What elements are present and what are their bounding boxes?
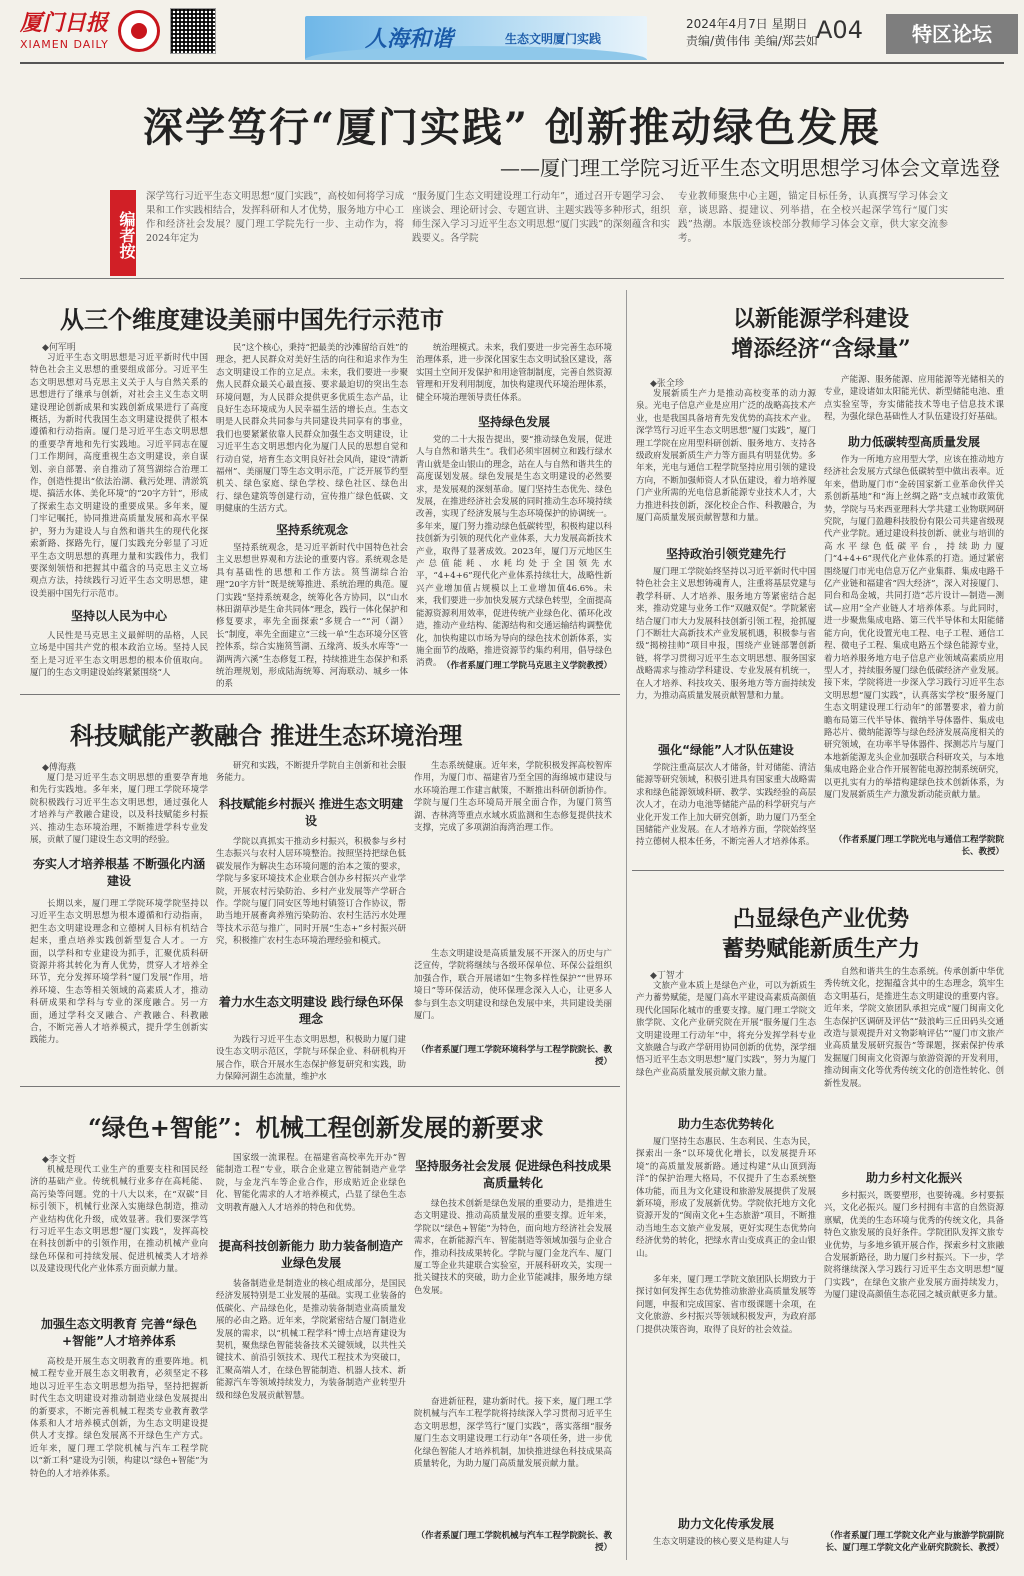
newspaper-logo-english: XIAMEN DAILY xyxy=(20,38,109,51)
article5-byline: ◆李文哲 xyxy=(42,1155,76,1165)
editor-note-col2: “服务厦门生态文明建设理工行动年”，通过召开专题学习会、座谈会、理论研讨会、专题宣讲、主题实践等多种形式，组织师生深入学习习近平生态文明思想“厦门实践”的深刻蕴含和实践要义。各学院 xyxy=(412,191,670,244)
page-number: A04 xyxy=(816,16,863,44)
article2-col2b-text: 作为一所地方应用型大学，应该在推动地方经济社会发展方式绿色低碳转型中做出表率。近年来，借助厦门市“金砖国家新工业革命伙伴关系创新基地”和“海上丝绸之路”支点城市政策优势，学院与马来西亚理科大学共建工业物联网研究院，与厦门盈趣科技股份有限公司共建省级现代产业学院。通过建设科技创新、就业与培训的高水平绿色低碳平台，持续助力厦门“4+4+6”现代化产业体系的打造。通过紧密围绕厦门市光电信息万亿产业集群、集成电路千亿产业链和福建省“四大经济”，深入对接厦门、同台和岛金城，共同打造“芯片设计—制造—测试—应用”全产业链人才培养体系。与此同时，进一步聚焦集成电路、第三代半导体和太阳能储能方向，优化设置光电工程、电子工程、通信工程、微电子工程、集成电路五个绿色能源专业，着力培养服务地方电子信息产业领域高素质应用型人才，持续服务厦门绿色低碳经济产业发展。接下来，学院将进一步深入学习践行习近平生态文明思想“厦门实践”，认真落实学校“服务厦门生态文明建设理工行动年”的部署要求，着力前瞻布局第三代半导体、微纳半导体器件、集成电路芯片、微纳能源等与绿色经济发展高度相关的研究领域，在功率半导体器件、探测芯片与厦门本地新能源龙头企业加强联合科研攻关，与本地集成电路企业合作开展智能电源控制系统研究，以更扎实有力的举措构建绿色技术创新体系，为厦门发展新质生产力激发新动能贡献力量。 xyxy=(824,455,1004,800)
article5-col2b-text: 装备制造业是制造业的核心组成部分，是国民经济发展特别是工业发展的基础。实现工业装备的低碳化、产品绿色化，是推动装备制造业高质量发展的必由之路。近年来，学院紧密结合厦门制造业发展的需求，以“机械工程学科”博士点培育建设为契机，聚焦绿色智能装备技术关键领域，以共性关键技术、前沿引领技术、现代工程技术为突破口，汇聚高端人才，在绿色智能制造、机器人技术、新能源汽车等领域持续发力，为装备制造产业转型升级和绿色发展贡献智慧。 xyxy=(216,1279,406,1401)
article4-title-line2: 蓄势赋能新质生产力 xyxy=(721,936,920,962)
article4-col1 xyxy=(636,980,816,1110)
article5-col1 xyxy=(30,1164,208,1310)
article3-col2b xyxy=(216,836,406,984)
article2-col1b-text: 厦门理工学院始终坚持以习近平新时代中国特色社会主义思想铸魂育人，注重将基层党建与教学科研、人才培养、服务地方等紧密结合起来，推动党建与业务工作“双融双促”。学院紧密结合厦门市大力发展科技创新引领工程，抢抓厦门不断壮大高新技术产业发展机遇，积极参与省级“揭榜挂帅”项目申报，围绕产业链部署创新链，将学习贯彻习近平生态文明思想、服务国家战略需求与推动学科建设、专业发展有机统一，在人才培养、科技攻关、服务地方等方面持续发力，为推动高质量发展贡献智慧和力量。 xyxy=(636,567,816,702)
article4-sub3: 助力文化传承发展 xyxy=(677,1517,774,1531)
page-subheadline: ——厦门理工学院习近平生态文明思想学习体会文章选登 xyxy=(500,156,1000,180)
article5-col3b xyxy=(414,1396,612,1524)
article4-sub1: 助力生态优势转化 xyxy=(677,1117,774,1131)
article5-sub3: 坚持服务社会发展 促进绿色科技成果高质量转化 xyxy=(414,1159,612,1190)
divider xyxy=(20,1086,620,1087)
article1-sub2: 坚持系统观念 xyxy=(275,523,348,537)
seal-icon xyxy=(118,10,160,52)
article3-col3b xyxy=(414,948,612,1038)
article3-title: 科技赋能产教融合 推进生态环境治理 xyxy=(70,721,463,750)
dateline xyxy=(686,16,818,50)
qr-code-icon[interactable] xyxy=(170,8,216,54)
article3-col2 xyxy=(216,760,406,786)
article1-col1b-text: 人民性是马克思主义最鲜明的品格，人民立场是中国共产党的根本政治立场。坚持人民至上是习近平生态文明思想的根本价值取向。厦门的生态文明建设始终紧紧围绕“人 xyxy=(30,631,208,679)
article2-sub1: 坚持政治引领党建先行 xyxy=(665,547,786,561)
article1-col1 xyxy=(30,352,208,602)
article1-col2-text: 民”这个核心，秉持“把最美的沙滩留给百姓”的理念，把人民群众对美好生活的向往和追求作为生态文明建设工作的立足点。未来，我们要进一步聚焦人民群众最关心最直接、要求最迫切的突出生态环境问题，为人民群众提供更多优质生态产品，让良好生态环境成为人民幸福生活的增长点。生态文明是人民群众共同参与共同建设共同享有的事业，我们也要紧紧依靠人民群众加强生态文明建设，让习近平生态文明思想内化为厦门人民的思想自觉和行动自觉，培育生态文明良好社会风尚，建设“清新福州”、美丽厦门等生态文明示范，广泛开展节约型机关、绿色家庭、绿色学校、绿色社区、绿色出行、绿色建筑等创建行动，宣传推广绿色低碳、文明健康的生活方式。 xyxy=(216,343,408,515)
article5-title: “绿色+智能”：机械工程创新发展的新要求 xyxy=(88,1113,544,1142)
article5-author-note: （作者系厦门理工学院机械与汽车工程学院院长、教授） xyxy=(416,1531,612,1553)
article4-col2b-text: 乡村振兴，既要塑形，也要铸魂。乡村要振兴，文化必振兴。厦门乡村拥有丰富的自然资源禀赋，优美的生态环境与优秀的传统文化，具备特色文旅发展的良好条件。学院团队发挥文旅专业优势，与多地乡镇开展合作，探索乡村文旅融合发展新路径，助力厦门乡村振兴。下一步，学院将继续深入学习践行习近平生态文明思想“厦门实践”，在绿色文旅产业发展方面持续发力，为厦门建设高颜值生态花园之城贡献更多力量。 xyxy=(824,1191,1004,1301)
issue-date: 2024年4月7日 星期日 xyxy=(686,17,808,31)
article2-col2 xyxy=(824,374,1004,424)
banner-hills-icon xyxy=(305,46,647,60)
article4-col1d-text: 生态文明建设的核心要义是构建人与 xyxy=(653,1537,790,1547)
page-headline: 深学笃行“厦门实践” 创新推动绿色发展 xyxy=(143,104,881,151)
article1-col3b-text: 党的二十大报告提出，要“推动绿色发展，促进人与自然和谐共生”。我们必须牢固树立和践行绿水青山就是金山银山的理念，站在人与自然和谐共生的高度谋划发展。绿色发展是生态文明建设的必然要求，是发展观的深刻革命。厦门坚持生态优先、绿色发展，在推进经济社会发展的同时推动生态环境持续改善，实现了经济发展与生态环境保护的协调统一。多年来，厦门努力推动绿色低碳转型，积极构建以科技创新为引领的现代化产业体系，大力发展高新技术产业，取得了显著成效。2023年，厦门万元地区生产总值能耗、水耗均处于全国领先水平，“4+4+6”现代化产业体系持续壮大，战略性新兴产业增加值占规模以上工业增加值46.6%。未来，我们要进一步加快发展方式绿色转型，全面提高能源资源利用效率，促进传统产业绿色化、循环化改造，推动产业结构、能源结构和交通运输结构调整优化，加快构建以市场为导向的绿色技术创新体系，实施全面节约战略，推进资源节约集约利用，倡导绿色消费。 xyxy=(416,435,612,669)
masthead-rule xyxy=(20,62,1004,64)
article2-title-line1: 以新能源学科建设 xyxy=(732,306,909,332)
article4-col1c xyxy=(636,1274,816,1512)
article4-col1c-text: 多年来，厦门理工学院文旅团队长期致力于探讨如何发挥生态优势推动旅游业高质量发展等问题，申报和完成国家、省市级课题十余项，在文化旅游、乡村振兴等领域积极发声，为政府部门提供决策咨询，取得了良好的社会效益。 xyxy=(636,1275,816,1335)
article3-col2c xyxy=(216,1034,406,1083)
divider xyxy=(20,278,1004,279)
banner-main-text: 人海和谐 xyxy=(365,26,454,52)
article2-col2b xyxy=(824,454,1004,826)
article5-col1b-text: 高校是开展生态文明教育的重要阵地。机械工程专业开展生态文明教育，必须坚定不移地以习近平生态文明思想为指导，坚持把握新时代生态文明建设对推动制造业绿色发展提出的新要求，不断完善机械工程类专业教育教学体系和人才培养模式创新，为生态文明建设提供人才支撑。绿色发展离不开绿色生产方式。近年来，厦门理工学院机械与汽车工程学院以“新工科”建设为引领，构建以“绿色+智能”为特色的人才培养体系。 xyxy=(30,1357,208,1479)
article1-col2 xyxy=(216,342,408,522)
article2-col1c-text: 学院注重高层次人才储备，针对储能、清洁能源等研究领域，积极引进具有国家重大战略需求和绿色能源领域科研、教学、实践经验的高层次人才，在动力电池等储能产品的科学研究与产业化开发工作上加大研究创新，助力厦门乃至全国储能产业发展。在人才培养方面，学院始终坚持立德树人根本任务，不断完善人才培养体系。 xyxy=(636,763,816,848)
article1-col2b-text: 坚持系统观念，是习近平新时代中国特色社会主义思想世界观和方法论的重要内容。系统观念是具有基础性的思想和工作方法。筼筜湖综合治理“20字方针”既是统筹推进、系统治理的典范。厦门实践“坚持系统观念，统筹化各方协同，以“山水林田湖草沙是生命共同体”理念，践行一体化保护和修复要求，率先全面探索“多规合一”“河（湖）长”制度，率先全面建立“三线一单”生态环境分区管控体系，综合实施筼筜湖、五缘湾、坂头水库等“一湖两湾六溪”生态修复工程，持续推进生态保护和系统治理规划，形成陆海统筹、河海联动、城乡一体的系 xyxy=(216,543,408,690)
divider xyxy=(632,870,1004,871)
article4-title-line1: 凸显绿色产业优势 xyxy=(732,906,909,932)
article4-author-note: （作者系厦门理工学院文化产业与旅游学院副院长、厦门理工学院文化产业研究院院长、教授） xyxy=(825,1531,1004,1553)
divider xyxy=(20,694,620,695)
article5-col1b xyxy=(30,1356,208,1564)
article4-sub2: 助力乡村文化振兴 xyxy=(865,1171,962,1185)
article3-author-note: （作者系厦门理工学院环境科学与工程学院院长、教授） xyxy=(416,1045,612,1067)
article3-sub2: 科技赋能乡村振兴 推进生态文明建设 xyxy=(218,797,404,828)
article3-sub1: 夯实人才培养根基 不断强化内涵建设 xyxy=(32,857,206,888)
article1-col3 xyxy=(416,342,612,404)
article3-col1b xyxy=(30,898,208,1076)
article3-col3 xyxy=(414,760,612,946)
article3-col1b-text: 长期以来，厦门理工学院环境学院坚持以习近平生态文明思想为根本遵循和行动指南，把生态文明建设理念和立德树人目标有机结合起来，重点培养实践创新型复合人才。一方面，以学科和专业建设为抓手，汇聚优质科研资源并将其转化为育人优势，贯穿人才培养全环节，充分发挥环境学科“厦门发展”作用，培养环境、生态等相关领域的高素质人才，推动科研成果和学科与专业的深度融合。另一方面，通过学科交叉融合、产教融合、科教融合，不断完善人才培养模式，提升学生创新实践能力。 xyxy=(30,899,208,1046)
article3-sub3: 着力水生态文明建设 践行绿色环保理念 xyxy=(218,995,404,1026)
article4-col2b xyxy=(824,1190,1004,1524)
editor-note-col1: 深学笃行习近平生态文明思想“厦门实践”，高校如何将学习成果和工作实践相结合，发挥科研和人才优势，服务地方中心工作和经济社会发展？厦门理工学院先行一步、主动作为，将2024年定为 xyxy=(146,191,404,244)
page-editors: 责编/黄伟伟 美编/郑芸如 xyxy=(686,34,818,48)
article3-col2-text: 研究和实践，不断提升学院自主创新和社会服务能力。 xyxy=(216,761,406,784)
article1-author-note: （作者系厦门理工学院马克思主义学院教授） xyxy=(441,661,612,671)
column-divider xyxy=(626,290,627,1560)
banner-sub-text: 生态文明厦门实践 xyxy=(505,32,602,46)
article2-sub3: 助力低碳转型高质量发展 xyxy=(847,435,980,449)
article1-col3-text: 统治理模式。未来，我们要进一步完善生态环境治理体系，进一步深化国家生态文明试验区建设，落实国土空间开发保护和用途管制制度，完善自然资源管理和开发利用制度，加快构建现代环境治理体系，健全环境治理领导责任体系。 xyxy=(416,343,612,403)
article2-title-line2: 增添经济“含绿量” xyxy=(731,336,911,362)
article2-col1c xyxy=(636,762,816,862)
article3-col2c-text: 为践行习近平生态文明思想，积极助力厦门建设生态文明示范区，学院与环保企业、科研机构开展合作，联合开展水生态保护修复研究和实践，助力保障河湖生态流量，维护水 xyxy=(216,1035,406,1083)
article5-col2b xyxy=(216,1278,406,1562)
article1-col2b xyxy=(216,542,408,690)
article2-title xyxy=(636,304,1006,364)
article2-col1 xyxy=(636,388,816,538)
section-tab[interactable]: 特区论坛 xyxy=(886,14,1018,54)
article3-col1 xyxy=(30,772,208,848)
article4-col1b-text: 厦门坚持生态惠民、生态利民、生态为民，探索出一条“以环境优化增长，以发展提升环境”的高质量发展新路。通过构建“从山顶到海洋”的保护治理大格局，不仅提升了生态系统整体功能，而且为文化建设和旅游发展提供了发展新环境，形成了发展新优势。学院依托地方文化资源开发的“闽南文化+生态旅游”项目，不断推动当地生态文旅产业发展，更好实现生态优势向经济优势的转化，把绿水青山变成真正的金山银山。 xyxy=(636,1137,816,1259)
article5-col3 xyxy=(414,1198,612,1394)
article4-col2-text: 自然和谐共生的生态系统。传承创新中华优秀传统文化，挖掘蕴含其中的生态理念，筑牢生态文明基石，是推进生态文明建设的重要内容。近年来，学院文旅团队承担完成“厦门闽南文化生态保护区调研及评估”“鼓浪屿三丘田码头交通改造与景观提升对文物影响评估”“厦门市文旅产业高质量发展研究报告”等课题，探索保护传承发掘厦门闽南文化资源与旅游资源的开发利用，推动闽南文化等优秀传统文化的创造性转化、创新性发展。 xyxy=(824,967,1004,1089)
theme-banner xyxy=(305,16,647,60)
article1-byline: ◆何军明 xyxy=(42,343,76,353)
article4-title xyxy=(636,904,1006,964)
article4-col1-text: 文旅产业本质上是绿色产业，可以为新质生产力蓄势赋能，是厦门高水平建设高素质高颜值现代化国际化城市的重要支撑。厦门理工学院文旅学院、文化产业研究院在开展“服务厦门生态文明建设理工行动年”中，将充分发挥学科专业文旅融合与政产学研用协同创新的优势，深学细悟习近平生态文明思想“厦门实践”，努力为厦门绿色产业高质量发展贡献文旅力量。 xyxy=(636,981,816,1078)
article5-col3-text: 绿色技术创新是绿色发展的重要动力，是推进生态文明建设、推动高质量发展的重要支撑。近年来，学院以“绿色+智能”为特色，面向地方经济社会发展需求，在新能源汽车、智能制造等领域加强与企业合作，推动科技成果转化。学院与厦门金龙汽车、厦门厦工等企业共建联合实验室，开展科研攻关，实现一批关键技术的突破，助力企业节能减排，服务地方绿色发展。 xyxy=(414,1199,612,1296)
article5-col2-text: 国家级一流课程。在福建省高校率先开办“智能制造工程”专业，联合企业建立智能制造产业学院，与金龙汽车等企业合作，形成贴近企业绿色化、智能化需求的人才培养模式，凸显了绿色生态文明教育融入人才培养的特色和优势。 xyxy=(216,1153,406,1213)
article4-byline: ◆丁智才 xyxy=(650,971,684,981)
article2-author-note: （作者系厦门理工学院光电与通信工程学院院长、教授） xyxy=(833,835,1004,857)
article3-col3-text: 生态系统健康。近年来，学院积极发挥高校智库作用，为厦门市、福建省乃至全国的海绵城市建设与水环境治理工作建言献策，不断推出科研创新协作。学院与厦门生态环境局开展全面合作，为厦门筼筜湖、杏林湾等重点水域水质监测和生态修复提供技术支撑，完成了多项湖泊海湾治理工作。 xyxy=(414,761,612,834)
article2-col2-text: 产能源、服务能源、应用能源等光储相关的专业，建设诸如太阳能光伏、新型储能电池、重点实验室等，夯实储能技术等电子信息技术课程，为强化绿色基础性人才队伍建设打好基础。 xyxy=(824,375,1004,423)
article1-title: 从三个维度建设美丽中国先行示范市 xyxy=(60,305,444,334)
article2-col1b xyxy=(636,566,816,732)
article1-sub3: 坚持绿色发展 xyxy=(477,415,550,429)
article5-col3b-text: 奋进新征程，建功新时代。接下来，厦门理工学院机械与汽车工程学院将持续深入学习贯彻习近平生态文明思想，深学笃行“厦门实践”，落实落细“服务厦门生态文明建设理工行动年”各项任务，进一步优化绿色智能人才培养机制，加快推进绿色科技成果高质量转化，为助力厦门高质量发展贡献力量。 xyxy=(414,1397,612,1470)
article5-sub1: 加强生态文明教育 完善“绿色+智能”人才培养体系 xyxy=(40,1317,198,1348)
article4-col1b xyxy=(636,1136,816,1272)
article5-col2 xyxy=(216,1152,406,1232)
article3-col3b-text: 生态文明建设是高质量发展不开深入的历史与广泛宣传，学院将继续与各级环保单位、环保公益组织加强合作，联合开展诸如“生物多样性保护”“世界环境日”等环保活动，使环保理念深入人心，让更多人参与到生态文明建设和绿色发展中来，共同建设美丽厦门。 xyxy=(414,949,612,1022)
newspaper-logo: 厦门日报 xyxy=(20,10,109,36)
article1-col1-text: 习近平生态文明思想是习近平新时代中国特色社会主义思想的重要组成部分。习近平生态文明思想对马克思主义关于人与自然关系的思想进行了继承与创新，对社会主义生态文明建设理论创新成果和实践创新成果进行了高度概括，为新时代我国生态文明建设提供了根本遵循和行动指南。厦门是习近平生态文明思想的重要孕育地和先行实践地。习近平同志在厦门工作期间，高度重视生态文明建设，亲自谋划、亲自部署、亲自推动了筼筜湖综合治理工作，创造性提出“依法治湖、截污处理、清淤筑堤、搞活水体、美化环境”的“20字方针”，形成了探索生态文明建设的重要成果。多年来，厦门牢记嘱托，协同推进高质量发展和高水平保护，努力为建设人与自然和谐共生的现代化探索新路、探路先行，厦门实践充分彰显了习近平生态文明思想的真理力量和实践伟力，我们要深刻领悟和把握其中蕴含的马克思主义立场观点方法，持续践行习近平生态文明思想，建设美丽中国先行示范市。 xyxy=(30,353,208,599)
article3-byline: ◆傅海燕 xyxy=(42,763,76,773)
article2-byline: ◆张全珍 xyxy=(650,379,684,389)
article1-col1b xyxy=(30,630,208,686)
article3-col1-text: 厦门是习近平生态文明思想的重要孕育地和先行实践地。多年来，厦门理工学院环境学院积极践行习近平生态文明思想，通过强化人才培养与产教融合建设，以及科技赋能乡村振兴、推动生态环境治理，不断推进学科专业发展，贡献了厦门建设生态文明的经验。 xyxy=(30,773,208,846)
article3-col2b-text: 学院以真抓实干推动乡村振兴，积极参与乡村生态振兴与农村人居环境整治。按照坚持把绿色低碳发展作为解决生态环境问题的治本之策的要求，学院与多家环境技术企业联合创办乡村振兴产业学院，开展农村污染防治、乡村产业发展等产学研合作。学院与厦门同安区等地村镇签订合作协议，帮助当地开展畜禽养殖污染防治、农村生活污水处理等技术示范与推广，同时开展“生态+”乡村振兴研究，积极推广农村生态环境治理经验和模式。 xyxy=(216,837,406,947)
editor-note-badge: 编者按 xyxy=(110,190,136,276)
editor-note-col3: 专业教师聚焦中心主题，锚定目标任务，认真撰写学习体会文章，谈思路、提建议、列举措，在全校兴起深学笃行“厦门实践”热潮。本版选登该校部分教师学习体会文章，供大家交流参考。 xyxy=(678,191,948,244)
article1-sub1: 坚持以人民为中心 xyxy=(70,609,167,623)
article5-col1-text: 机械是现代工业生产的重要支柱和国民经济的基础产业。传统机械行业多存在高耗能、高污染等问题。党的十八大以来，在“双碳”目标引领下，机械行业深入实施绿色制造，推动产业结构优化升级，成效显著。我们要深学笃行习近平生态文明思想“厦门实践”，发挥高校在科技创新中的引领作用，在推动机械产业向绿色环保和可持续发展、促进机械类人才培养以及建设现代化产业体系方面贡献力量。 xyxy=(30,1165,208,1275)
article4-col2 xyxy=(824,966,1004,1162)
article4-col1d xyxy=(636,1536,816,1562)
masthead xyxy=(0,0,1024,64)
article2-col1-text: 发展新质生产力是推动高校变革的动力源泉。光电子信息产业是应用广泛的战略高技术产业，也是我国具备培育先发优势的高技术产业。深学笃行习近平生态文明思想“厦门实践”，厦门理工学院在应用型科研创新、服务地方、支持各级政府发展新质生产力等方面具有明显优势。多年来，光电与通信工程学院坚持应用引领的建设方向，不断加强师资人才队伍建设，着力培养厦门产业所需的光电信息新能源专业技术人才，大力推进科技创新，深化校企合作、科教融合，为厦门高质量发展贡献智慧和力量。 xyxy=(636,389,816,524)
article5-sub2: 提高科技创新能力 助力装备制造产业绿色发展 xyxy=(218,1239,404,1270)
article2-sub2: 强化“绿能”人才队伍建设 xyxy=(658,743,794,757)
